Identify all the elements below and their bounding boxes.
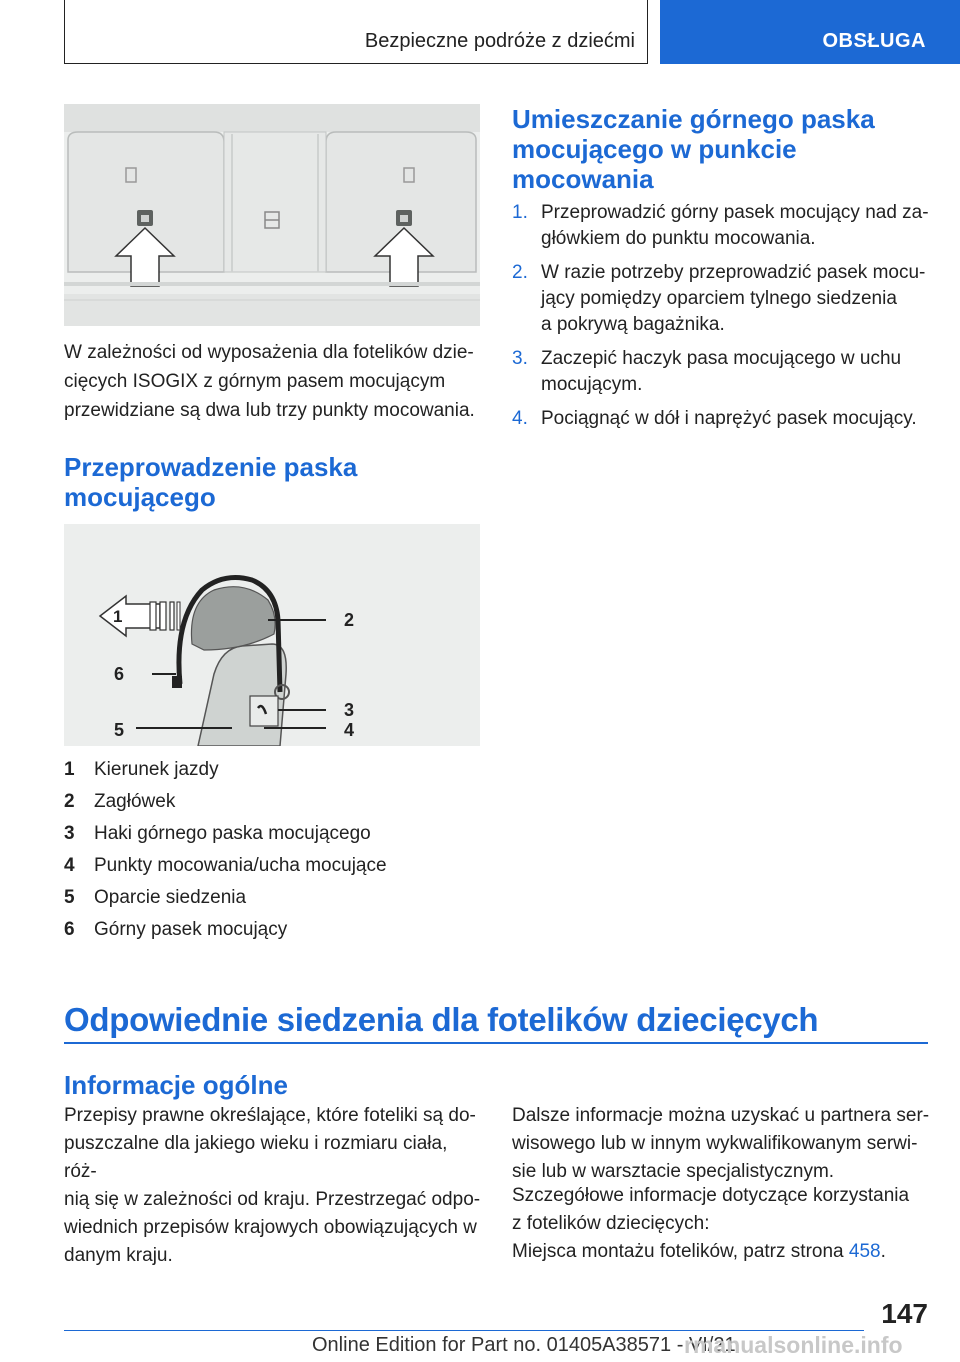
step-number: 3. [512, 348, 528, 369]
step-line: mocującym. [541, 374, 643, 395]
tether-diagram-image [64, 524, 480, 746]
legend-text: Zagłówek [94, 791, 176, 812]
edition-text: Online Edition for Part no. 01405A38571 - VI/21 [312, 1334, 736, 1356]
caption-line: przewidziane są dwa lub trzy punkty mocowania. [64, 400, 475, 421]
legend-number: 4 [64, 855, 75, 876]
info-paragraph-3 [512, 1238, 932, 1266]
step-number: 4. [512, 408, 528, 429]
step-item [512, 200, 932, 252]
heading-line: Przeprowadzenie paska [64, 452, 358, 482]
heading-line: mocowania [512, 164, 654, 194]
header-box [64, 0, 648, 64]
para-line: sie lub w warsztacie specjalistycznym. [512, 1161, 835, 1182]
diagram-label-5: 5 [114, 720, 125, 740]
para-line: Przepisy prawne określające, które foteliki są do‐ [64, 1105, 476, 1126]
step-number: 2. [512, 262, 528, 283]
diagram-label-6: 6 [114, 664, 125, 684]
page-reference-link[interactable]: 458 [848, 1241, 881, 1262]
legend-text: Górny pasek mocujący [94, 919, 288, 940]
section-title-rule [64, 1042, 928, 1044]
legend-item [64, 915, 484, 947]
footer-rule [64, 1330, 864, 1331]
legend-text: Haki górnego paska mocującego [94, 823, 371, 844]
step-line: W razie potrzeby przeprowadzić pasek mocu‐ [541, 262, 926, 283]
legend-text: Punkty mocowania/ucha mocujące [94, 855, 387, 876]
step-line: główkiem do punktu mocowania. [541, 228, 816, 249]
para-text: Miejsca montażu fotelików, patrz strona [512, 1241, 849, 1262]
legal-paragraph [64, 1102, 484, 1270]
legend-item [64, 851, 484, 883]
heading-strap-routing [64, 452, 357, 512]
step-line: Pociągnąć w dół i naprężyć pasek mocujący. [541, 408, 917, 429]
subheading-general-info: Informacje ogólne [64, 1070, 288, 1100]
step-line: Zaczepić haczyk pasa mocującego w uchu [541, 348, 902, 369]
para-line: danym kraju. [64, 1245, 173, 1266]
legend-item [64, 883, 484, 915]
diagram-label-2: 2 [344, 610, 355, 630]
watermark: rmanualsonline.info [684, 1332, 903, 1358]
page-number: 147 [881, 1298, 928, 1329]
para-line: nią się w zależności od kraju. Przestrzegać odpo‐ [64, 1189, 481, 1210]
legend-text: Kierunek jazdy [94, 759, 219, 780]
legend-item [64, 787, 484, 819]
step-item [512, 346, 932, 398]
heading-line: Umieszczanie górnego paska [512, 104, 875, 134]
step-item [512, 406, 932, 432]
para-line: wisowego lub w innym wykwalifikowanym serwi‐ [512, 1133, 918, 1154]
diagram-label-4: 4 [344, 720, 355, 740]
section-tab-label: OBSŁUGA [822, 30, 926, 52]
seat-anchors-illustration [64, 104, 480, 326]
caption-line: W zależności od wyposażenia dla fotelików dzie‐ [64, 342, 474, 363]
heading-line: mocującego [64, 482, 216, 512]
step-line: a pokrywą bagażnika. [541, 314, 725, 335]
instruction-steps [512, 200, 932, 440]
caption-line: cięcych ISOGIX z górnym pasem mocującym [64, 371, 446, 392]
para-end: . [880, 1241, 886, 1262]
para-line: wiednich przepisów krajowych obowiązujących w [64, 1217, 477, 1238]
para-line: z fotelików dziecięcych: [512, 1213, 710, 1234]
legend-number: 5 [64, 887, 75, 908]
step-number: 1. [512, 202, 528, 223]
legend-text: Oparcie siedzenia [94, 887, 247, 908]
section-tab[interactable] [660, 0, 960, 64]
diagram-label-3: 3 [344, 700, 355, 720]
image-caption [64, 338, 484, 425]
heading-attach-strap [512, 104, 875, 194]
step-line: jący pomiędzy oparciem tylnego siedzenia [541, 288, 897, 309]
diagram-label-1: 1 [113, 607, 123, 626]
legend-number: 1 [64, 759, 75, 780]
legend-item [64, 819, 484, 851]
heading-line: mocującego w punkcie [512, 134, 797, 164]
info-paragraph-2 [512, 1182, 932, 1238]
para-line: Szczegółowe informacje dotyczące korzystania [512, 1185, 910, 1206]
tether-diagram-illustration [64, 524, 480, 746]
info-paragraph-1 [512, 1102, 932, 1186]
step-line: Przeprowadzić górny pasek mocujący nad za‐ [541, 202, 929, 223]
para-line: Dalsze informacje można uzyskać u partnera ser‐ [512, 1105, 930, 1126]
legend-number: 3 [64, 823, 75, 844]
legend-number: 6 [64, 919, 75, 940]
section-title: Odpowiednie siedzenia dla fotelików dziecięcych [64, 1001, 819, 1038]
header-title: Bezpieczne podróże z dziećmi [364, 30, 635, 52]
step-item [512, 260, 932, 338]
para-line: puszczalne dla jakiego wieku i rozmiaru ciała, róż‐ [64, 1133, 448, 1182]
legend-item [64, 755, 484, 787]
legend-number: 2 [64, 791, 75, 812]
seat-anchors-image [64, 104, 480, 326]
diagram-legend [64, 755, 484, 947]
